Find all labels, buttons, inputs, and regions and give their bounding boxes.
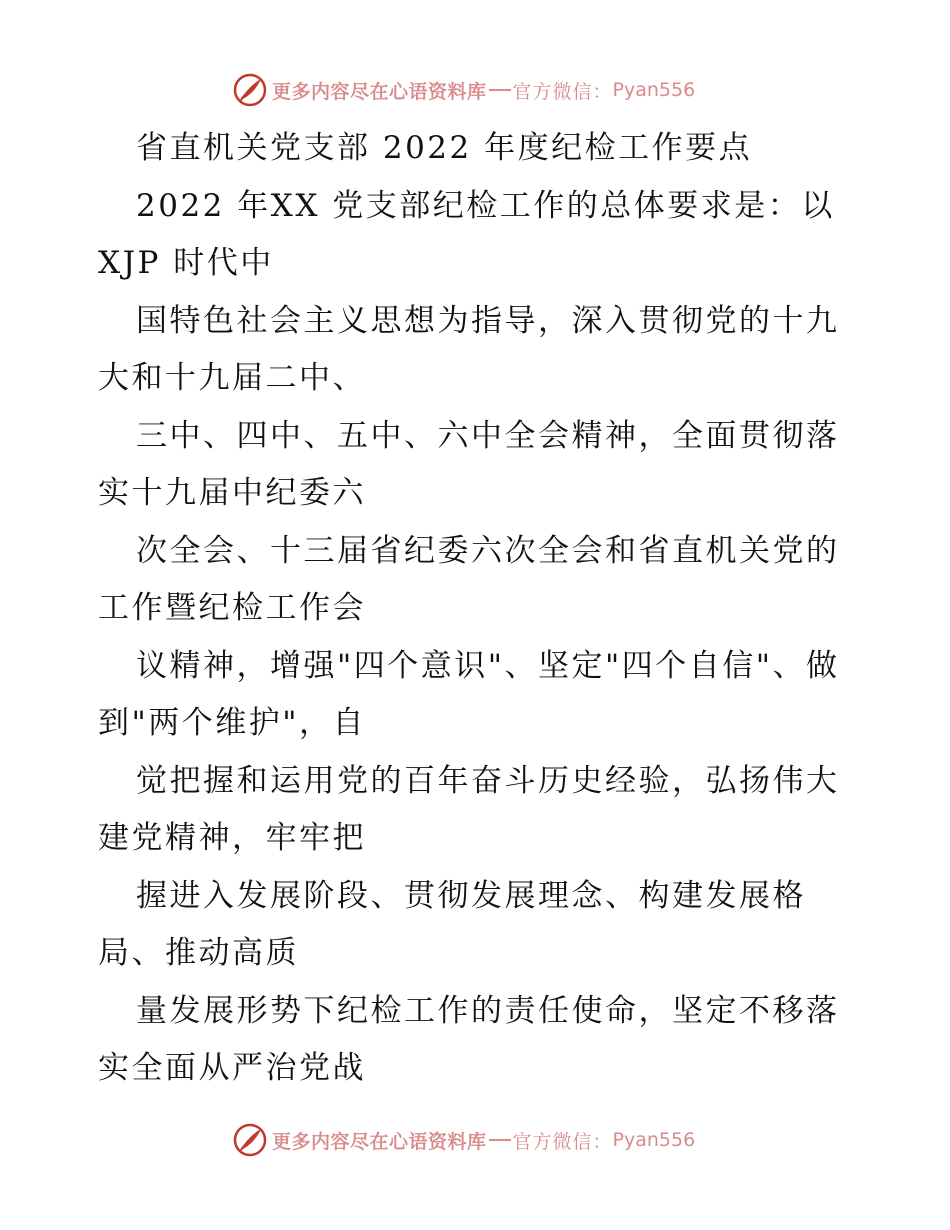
text-line: 三中、四中、五中、六中全会精神，全面贯彻落: [136, 417, 840, 454]
text-line: 大和十九届二中、: [98, 360, 366, 396]
text-line: 握进入发展阶段、贯彻发展理念、构建发展格: [136, 877, 806, 914]
document-body: [98, 120, 858, 1098]
text-line: XJP 时代中: [98, 245, 274, 281]
watermark-slogan: 更多内容尽在心语资料库: [272, 80, 487, 103]
text-line: 次全会、十三届省纪委六次全会和省直机关党的: [136, 532, 840, 569]
text-line: 国特色社会主义思想为指导，深入贯彻党的十九: [136, 302, 840, 339]
text-line: 议精神，增强"四个意识"、坚定"四个自信"、做: [136, 647, 840, 684]
text-line: 到"两个维护"，自: [98, 705, 367, 741]
text-line: 实全面从严治党战: [98, 1050, 366, 1086]
quill-logo-icon: [232, 1122, 268, 1158]
watermark-dash: [489, 89, 511, 91]
watermark-contact-value: Pyan556: [612, 79, 696, 101]
text-line: 量发展形势下纪检工作的责任使命，坚定不移落: [136, 992, 840, 1029]
quill-logo-icon: [232, 72, 268, 108]
watermark-dash: [489, 1139, 511, 1141]
text-line: 2022 年XX 党支部纪检工作的总体要求是：以: [136, 187, 835, 224]
text-line: 觉把握和运用党的百年奋斗历史经验，弘扬伟大: [136, 762, 840, 799]
text-line: 建党精神，牢牢把: [98, 820, 366, 856]
watermark-contact-label: 官方微信：: [512, 1130, 613, 1153]
document-title: 省直机关党支部 2022 年度纪检工作要点: [136, 130, 753, 166]
watermark-header: [232, 70, 695, 110]
text-line: 局、推动高质: [98, 935, 299, 971]
watermark-footer: [232, 1120, 695, 1160]
watermark-contact-label: 官方微信：: [512, 80, 613, 103]
watermark-slogan: 更多内容尽在心语资料库: [272, 1130, 487, 1153]
text-line: 实十九届中纪委六: [98, 475, 366, 511]
text-line: 工作暨纪检工作会: [98, 590, 366, 626]
watermark-contact-value: Pyan556: [612, 1129, 696, 1151]
